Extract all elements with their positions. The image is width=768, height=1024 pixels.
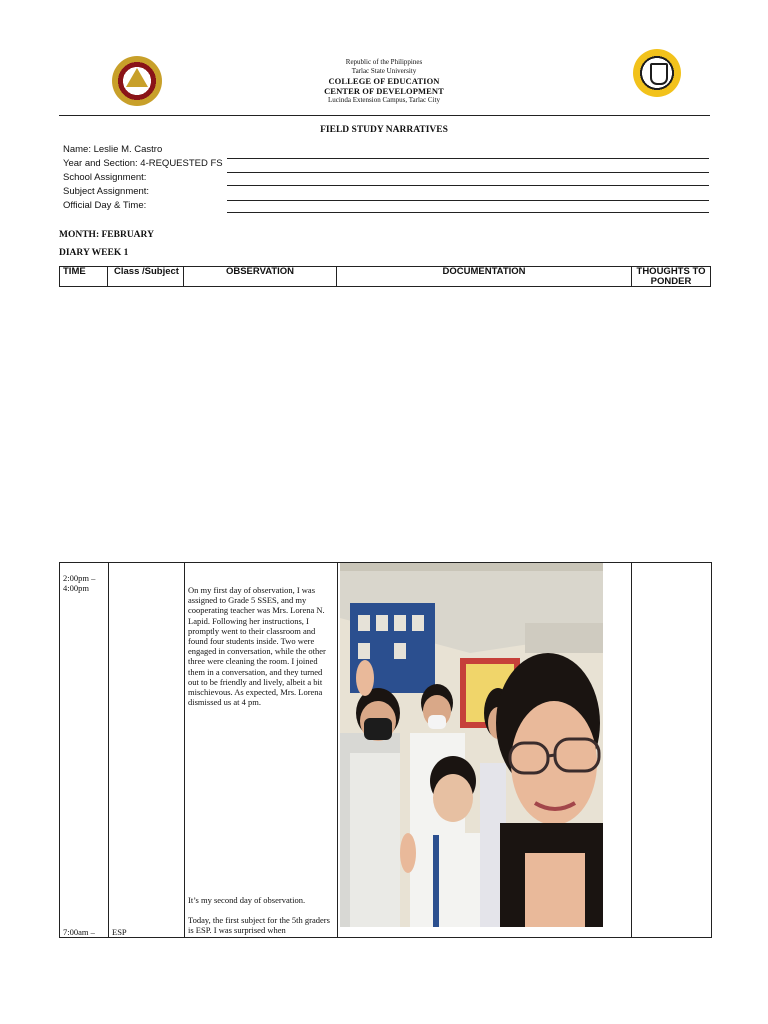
col-thoughts: THOUGHTS TO PONDER [636,266,706,287]
campus-line: Lucinda Extension Campus, Tarlac City [328,96,440,104]
school-assignment-line [227,172,709,173]
official-day-line-1 [227,200,709,201]
official-day-line-2 [227,212,709,213]
month-label: MONTH: FEBRUARY [59,230,154,240]
subject-assignment-line [227,185,709,186]
col-divider [108,563,109,937]
table-header [59,266,711,287]
documentation-photo [340,563,603,927]
university-seal-left [112,56,162,106]
header-divider [59,115,710,116]
week-label: DIARY WEEK 1 [59,248,129,258]
year-section-line [227,158,709,159]
row1-time: 2:00pm – 4:00pm [63,573,96,594]
college-seal-right [633,49,681,97]
col-time: TIME [60,267,108,286]
republic-line: Republic of the Philippines [345,58,423,66]
university-line: Tarlac State University [351,67,417,75]
subject-assignment-label: Subject Assignment: [63,186,150,197]
col-class-subject: Class /Subject [108,267,184,286]
row1-observation: On my first day of observation, I was assigned to Grade 5 SSES, and my cooperating teacher was Mrs. Lorena N. Lapid. Following her instructions, I promptly went to their classroom and found four students inside. Two were engaged in conversation, while the other three were cleaning the room. I joined them in a conversation, and they turned out to be friendly and lively, albeit a bit mischievous. As expected, Mrs. Lorena dismissed us at 4 pm. [188,585,326,708]
row2-observation: Today, the first subject for the 5th graders is ESP. I was surprised when [188,915,330,936]
school-assignment-label: School Assignment: [63,172,147,183]
col-observation: OBSERVATION [184,267,337,286]
official-day-label: Official Day & Time: [63,200,147,211]
col-documentation: DOCUMENTATION [337,267,632,286]
year-section: Year and Section: 4-REQUESTED FS [63,158,223,169]
college-line: COLLEGE OF EDUCATION [328,76,440,86]
page-title: FIELD STUDY NARRATIVES [320,125,448,135]
col-divider [631,563,632,937]
row2-observation-intro: It’s my second day of observation. [188,895,306,905]
col-divider [337,563,338,937]
row2-time: 7:00am – [63,927,95,937]
documentation-photo-image [340,563,603,927]
col-divider [184,563,185,937]
row2-subject: ESP [112,927,127,937]
center-line: CENTER OF DEVELOPMENT [324,86,444,96]
student-name: Name: Leslie M. Castro [63,144,163,155]
